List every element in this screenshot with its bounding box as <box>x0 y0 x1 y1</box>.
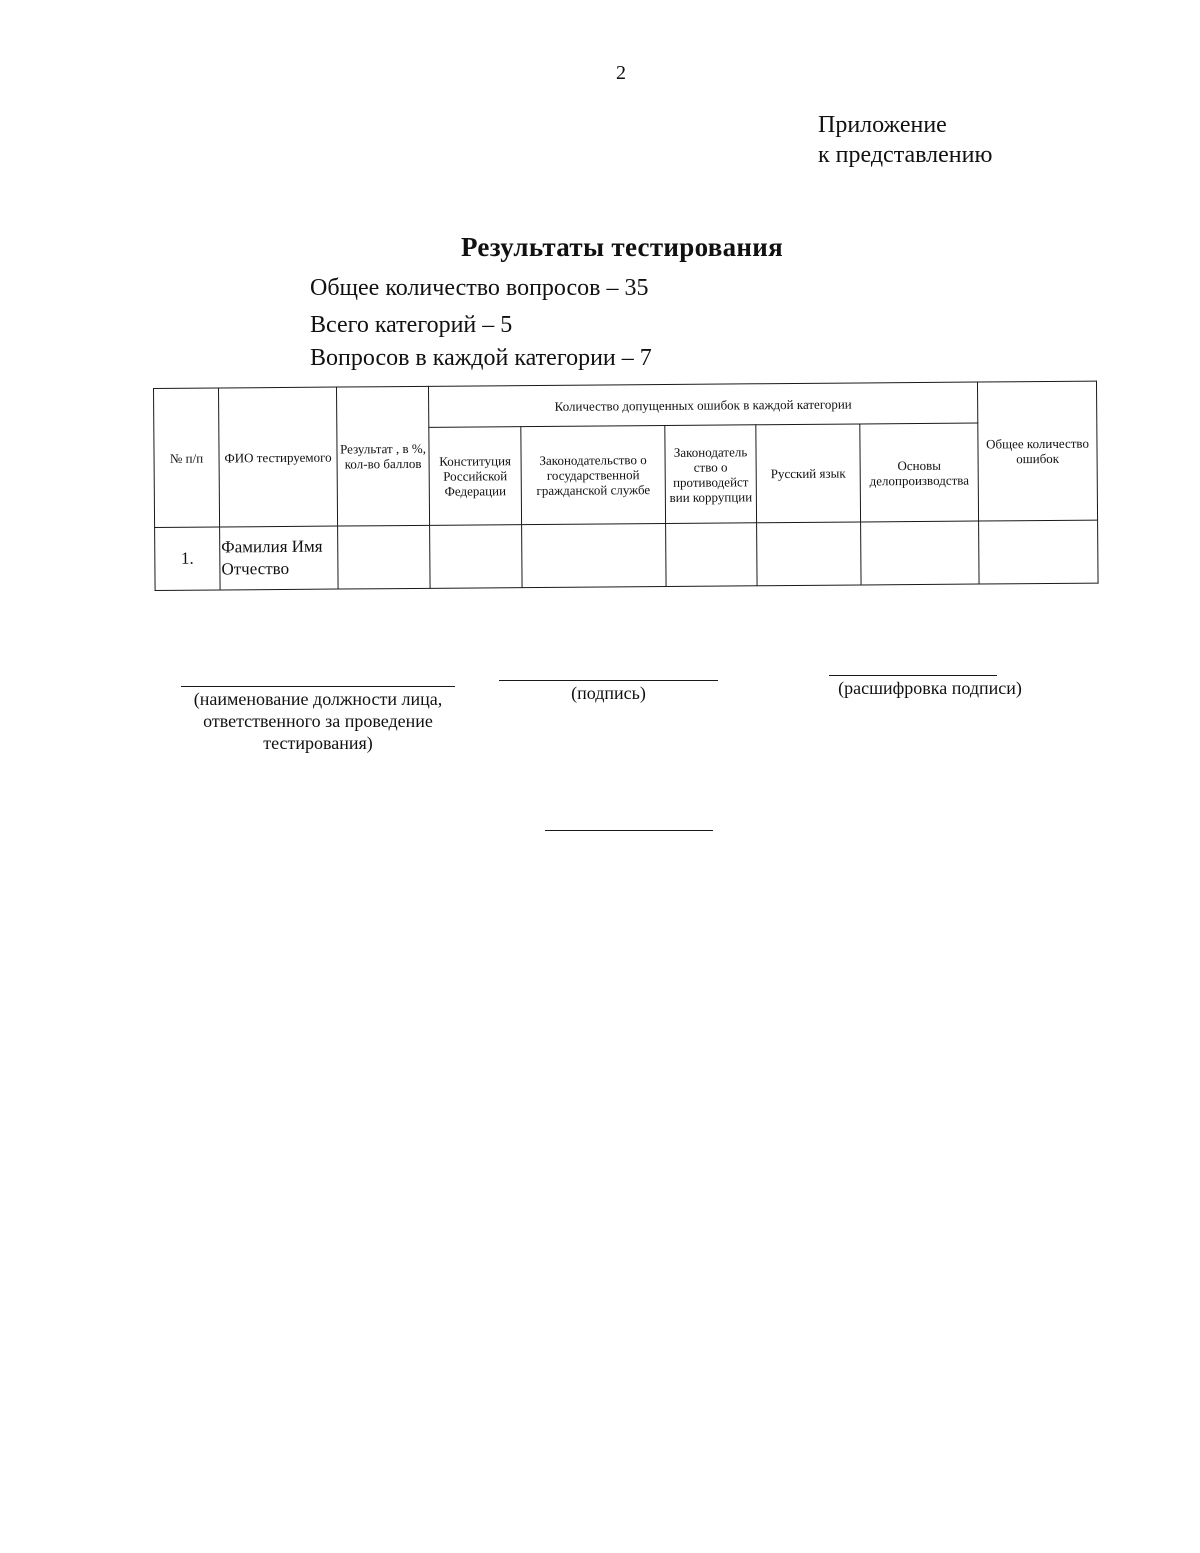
header-category-anticorruption: Законодатель ство о противодейст вии коррупции <box>665 425 757 524</box>
header-name: ФИО тестируемого <box>219 387 338 527</box>
signature-line <box>499 680 718 681</box>
appendix-line-1: Приложение <box>818 112 947 138</box>
header-category-constitution: Конституция Российской Федерации <box>429 427 522 526</box>
cell-result <box>338 525 430 589</box>
closing-line <box>545 830 713 831</box>
cell-category-1 <box>430 525 522 589</box>
summary-total-questions: Общее количество вопросов – 35 <box>310 275 649 301</box>
header-errors-group: Количество допущенных ошибок в каждой категории <box>428 382 977 427</box>
position-caption: (наименование должности лица, ответственного за проведение тестирования) <box>193 689 443 753</box>
results-table-wrapper <box>153 381 1098 591</box>
header-result: Результат , в %, кол-во баллов <box>336 386 429 526</box>
cell-category-2 <box>522 523 666 587</box>
summary-questions-per-category: Вопросов в каждой категории – 7 <box>310 345 652 371</box>
table-row <box>155 520 1099 590</box>
header-total-errors: Общее количество ошибок <box>978 381 1098 521</box>
cell-total-errors <box>979 520 1098 584</box>
cell-category-3 <box>666 523 757 587</box>
cell-name: Фамилия Имя Отчество <box>220 526 338 590</box>
cell-category-4 <box>757 522 861 586</box>
decoding-caption: (расшифровка подписи) <box>838 678 1022 698</box>
results-table <box>153 381 1099 591</box>
header-num: № п/п <box>154 388 220 528</box>
header-category-russian: Русский язык <box>756 424 861 523</box>
header-category-civil-service: Законодательство о государственной гражданской службе <box>521 425 666 524</box>
signature-caption: (подпись) <box>571 683 646 703</box>
appendix-note <box>818 110 992 170</box>
page-number: 2 <box>616 62 626 84</box>
decoding-signature-line <box>829 675 997 676</box>
position-signature-line <box>181 686 455 687</box>
appendix-line-2: к представлению <box>818 142 993 168</box>
document-title: Результаты тестирования <box>460 232 784 262</box>
header-category-records: Основы делопроизводства <box>860 423 979 522</box>
summary-total-categories: Всего категорий – 5 <box>310 312 513 338</box>
cell-category-5 <box>861 521 980 585</box>
cell-num: 1. <box>155 527 220 591</box>
